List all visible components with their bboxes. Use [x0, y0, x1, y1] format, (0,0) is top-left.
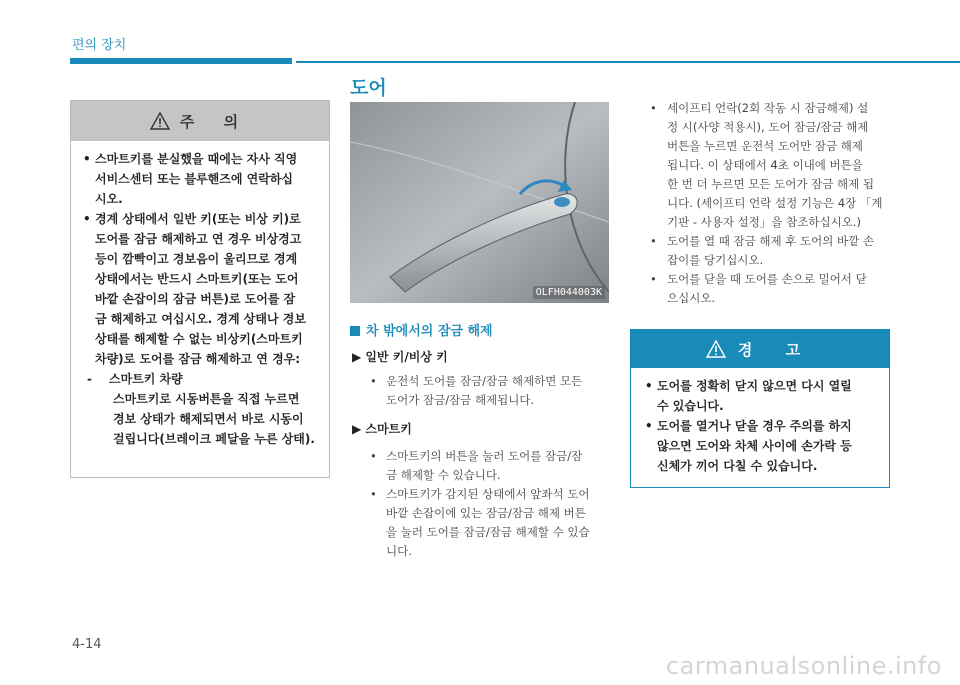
- smart-key-text: • 스마트키의 버튼을 눌러 도어를 잠금/잠 금 해제할 수 있습니다. • 스마트키가 감지된 상태에서 앞좌석 도어 바깥 손잡이에 있는 잠금/잠금 해제 버튼 을 눌러 도어를 잠금/잠금 해제할 수 있습 니다.: [370, 447, 612, 561]
- outside-unlock-heading: 차 밖에서의 잠금 해제: [350, 320, 493, 339]
- caution-sub-text: 스마트키로 시동버튼을 직접 누르면 경보 상태가 해제되면서 바로 시동이 걸립니다(브레이크 페달을 누른 상태).: [113, 392, 315, 446]
- mechanical-key-heading: ▶ 일반 키/비상 키: [352, 350, 448, 364]
- warning-box: [630, 329, 890, 488]
- warning-body: [631, 368, 889, 476]
- caution-box: [70, 100, 330, 478]
- warning-triangle-icon: [150, 112, 170, 130]
- warning-header: [631, 330, 889, 368]
- caution-sub-item: - 스마트키 차량: [87, 372, 183, 386]
- warning-title: 경 고: [737, 340, 815, 359]
- page-number: 4-14: [72, 637, 102, 652]
- header-rule-thin: [296, 61, 960, 63]
- caution-body: [71, 141, 329, 449]
- warning-triangle-icon: [706, 340, 726, 358]
- door-handle-illustration: [350, 102, 609, 303]
- right-column-text: [650, 99, 912, 308]
- safety-unlock-bullet: • 세이프티 언락(2회 작동 시 잠금해제) 설 정 시(사양 적용시), 도어 잠금/잠금 해제 버튼을 누르면 운전석 도어만 잠금 해제 됩니다. 이 상태에서 4초 이내에 버튼을 한 번 더 누르면 모든 도어가 잠금 해제 됩 니다. (세이프티 언락 설정 기능은 4장 「계 기판 - 사용자 설정」을 참조하십시오.): [650, 99, 912, 232]
- open-door-bullet: • 도어를 열 때 잠금 해제 후 도어의 바깥 손 잡이를 당기십시오.: [650, 232, 912, 270]
- square-bullet-icon: [350, 326, 360, 336]
- close-door-bullet: • 도어를 닫을 때 도어를 손으로 밀어서 닫 으십시오.: [650, 270, 912, 308]
- warning-bullet-not-closed: • 도어를 정확히 닫지 않으면 다시 열릴 수 있습니다.: [645, 376, 879, 416]
- triangle-bullet-icon: ▶: [352, 350, 362, 364]
- section-label: 편의 장치: [72, 38, 127, 53]
- mechanical-key-text: • 운전석 도어를 잠금/잠금 해제하면 모든 도어가 잠금/잠금 해제됩니다.: [370, 372, 612, 410]
- caution-title: 주 의: [179, 112, 251, 131]
- figure-code: OLFH044003K: [533, 286, 605, 299]
- caution-bullet-alarm: • 경계 상태에서 일반 키(또는 비상 키)로 도어를 잠금 해제하고 연 경우 비상경고 등이 깜빡이고 경보음이 울리므로 경계 상태에서는 반드시 스마트키(또는 도어 바깥 손잡이의 잠금 버튼)로 도어를 잠 금 해제하고 여십시오. 경계 상태나 경보 상태를 해제할 수 없는 비상키(스마트키 차량)로 도어를 잠금 해제하고 연 경우:: [83, 209, 319, 369]
- page-title: 도어: [350, 77, 387, 99]
- caution-header: [71, 101, 329, 141]
- caution-bullet-lost-key: • 스마트키를 분실했을 때에는 자사 직영 서비스센터 또는 블루핸즈에 연락하십 시오.: [83, 149, 319, 209]
- triangle-bullet-icon: ▶: [352, 422, 362, 436]
- warning-bullet-pinch: • 도어를 열거나 닫을 경우 주의를 하지 않으면 도어와 차체 사이에 손가락 등 신체가 끼어 다칠 수 있습니다.: [645, 416, 879, 476]
- smart-key-heading: ▶ 스마트키: [352, 422, 412, 436]
- watermark: carmanualsonline.info: [665, 652, 942, 680]
- header-rule-thick: [70, 58, 292, 64]
- door-handle-photo: [350, 102, 609, 303]
